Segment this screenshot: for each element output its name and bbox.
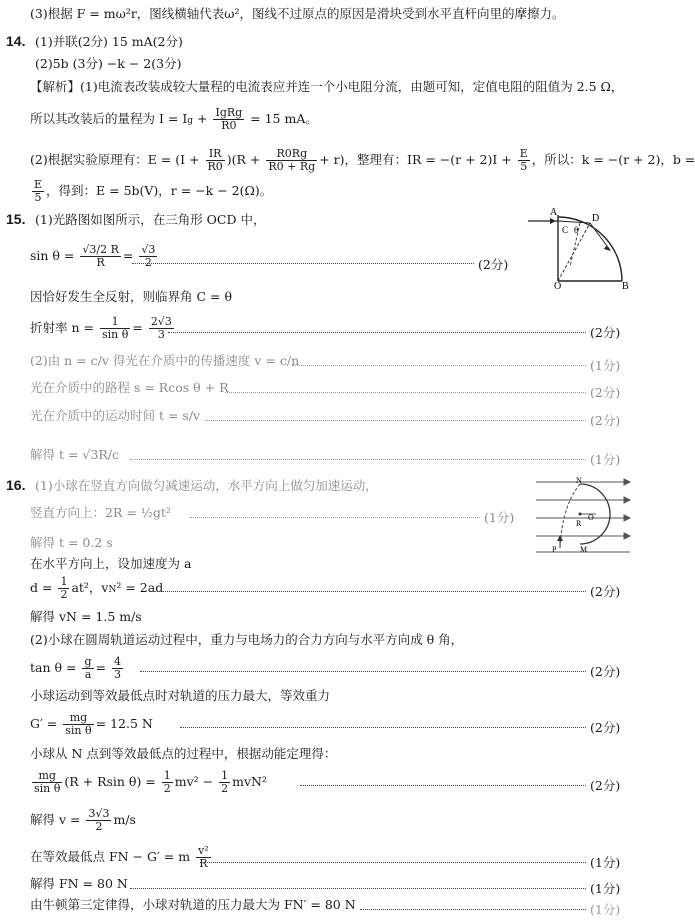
q16-max-pressure: 小球运动到等效最低点时对轨道的压力最大，等效重力 <box>30 688 331 703</box>
dot-leader <box>360 909 586 910</box>
svg-text:A: A <box>550 207 558 218</box>
q15-part1-intro: (1)光路图如图所示，在三角形 OCD 中， <box>35 212 266 227</box>
score-marker: (2分) <box>590 325 621 340</box>
fraction: $\frac{mg}{\text{sin θ}}$ <box>65 711 92 737</box>
fraction: $\frac{g}{a}$ <box>84 655 92 681</box>
svg-text:θ: θ <box>574 225 579 235</box>
fraction: $\frac{3√3}{2}$ <box>88 807 110 833</box>
fraction: $\frac{√3/2 R}{R}$ <box>82 243 119 269</box>
svg-text:R: R <box>576 519 582 528</box>
part3-conclusion: (3)根据 F = mω²r，图线横轴代表ω²，图线不过原点的原因是滑块受到水平直杆向里的摩擦力。 <box>30 6 565 21</box>
dot-leader <box>150 591 586 592</box>
dot-leader <box>130 459 586 460</box>
q14-answer-1: (1)并联(2分) 15 mA(2分) <box>35 34 183 49</box>
ray-arrow-icon <box>550 218 556 224</box>
score-marker: (1分) <box>484 510 515 525</box>
fraction: $\frac{\text{v²}}{R}$ <box>198 844 209 870</box>
fraction: $\frac{1}{\text{sin θ}}$ <box>101 315 129 341</box>
svg-text:C: C <box>562 225 569 235</box>
q16-horizontal: 在水平方向上，设加速度为 a <box>30 556 192 571</box>
fraction: $\frac{1}{2}$ <box>163 769 171 795</box>
q16-time-result: 解得 t = 0.2 s <box>30 535 113 550</box>
q16-lowest-point: 在等效最低点 FN − G′ = m $\frac{\text{v²}}{R}$ <box>30 844 209 870</box>
dot-leader <box>225 392 586 393</box>
q14-analysis-3: (2)根据实验原理有：E = (I + $\frac{IR}{R0}$ )(R + $\frac{R0Rg}{R0 + Rg}$ + r)，整理有：IR = −(r + 2)I + $\frac{E}{5}$ ，所以：k = −(r + 2)，b = <box>30 147 695 173</box>
score-marker: (1分) <box>590 358 621 373</box>
q16-vertical: 竖直方向上：2R = ½gt² <box>30 505 171 520</box>
dot-leader <box>292 365 586 366</box>
q15-critical-angle: 因恰好发生全反射，则临界角 C = θ <box>30 289 232 304</box>
q16-part1-intro: (1)小球在竖直方向做匀减速运动，水平方向上做匀加速运动， <box>35 478 378 493</box>
fraction: $\frac{R0Rg}{R0 + Rg}$ <box>268 147 316 173</box>
svg-text:B: B <box>622 281 629 292</box>
dot-leader <box>300 785 586 786</box>
q16-energy-intro: 小球从 N 点到等效最低点的过程中，根据动能定理得： <box>30 746 337 761</box>
q16-energy-equation: $\frac{mg}{\text{sin θ}}$ (R + Rsin θ) = $\frac{1}{2}$ mv² − $\frac{1}{2}$ mvN² <box>34 769 267 795</box>
dot-leader <box>168 332 586 333</box>
question-16-number: 16. <box>6 477 26 493</box>
q16-third-law: 由牛顿第三定律得，小球对轨道的压力最大为 FN′ = 80 N <box>30 897 356 912</box>
q15-part2-speed: (2)由 n = c/v 得光在介质中的传播速度 v = c/n <box>30 353 300 368</box>
q15-time: 光在介质中的运动时间 t = s/v <box>30 408 201 423</box>
q16-tan-theta: tan θ = $\frac{g}{a}$ = $\frac{4}{3}$ <box>30 655 121 681</box>
dot-leader <box>130 888 586 889</box>
fraction: $\frac{√3}{2}$ <box>141 243 156 269</box>
dot-leader <box>205 420 586 421</box>
score-marker: (1分) <box>590 881 621 896</box>
circular-track-diagram <box>534 476 634 556</box>
fraction: $\frac{mg}{\text{sin θ}}$ <box>34 769 61 795</box>
reflected-ray <box>590 223 610 250</box>
question-15-number: 15. <box>6 211 26 227</box>
fraction: $\frac{1}{2}$ <box>221 769 229 795</box>
q14-analysis-4: $\frac{E}{5}$ ，得到：E = 5b(V)，r = −k − 2(Ω)。 <box>34 178 273 204</box>
q14-analysis-2: 所以其改装后的量程为 I = Ig + $\frac{\text{IgRg}}{R0}$ = 15 mA。 <box>30 106 318 132</box>
ray-to-d <box>558 221 590 223</box>
q16-part2-intro: (2)小球在圆周轨道运动过程中，重力与电场力的合力方向与水平方向成 θ 角， <box>30 632 464 647</box>
fraction: $\frac{E}{5}$ <box>519 147 528 173</box>
q16-kinematics: d = $\frac{1}{2}$ at²，vN² = 2ad <box>30 575 164 601</box>
q14-analysis-1: 【解析】(1)电流表改装成较大量程的电流表应并连一个小电阻分流，由题可知，定值电阻的阻值为 2.5 Ω， <box>30 79 624 94</box>
score-marker: (2分) <box>590 664 621 679</box>
score-marker: (2分) <box>590 584 621 599</box>
question-14-number: 14. <box>6 33 26 49</box>
fraction: $\frac{IR}{R0}$ <box>207 147 223 173</box>
text: 所以其改装后的量程为 I = I <box>30 111 188 126</box>
score-marker: (1分) <box>590 902 621 917</box>
fraction: $\frac{E}{5}$ <box>34 178 43 204</box>
q15-result: 解得 t = √3R/c <box>30 447 119 462</box>
score-marker: (2分) <box>590 385 621 400</box>
fraction: $\frac{4}{3}$ <box>113 655 121 681</box>
q16-velocity-result: 解得 vN = 1.5 m/s <box>30 609 142 624</box>
fraction: $\frac{1}{2}$ <box>60 575 68 601</box>
score-marker: (2分) <box>478 257 509 272</box>
fraction: $\frac{\text{IgRg}}{R0}$ <box>215 106 243 132</box>
optics-diagram <box>520 205 630 290</box>
svg-text:O: O <box>554 281 562 292</box>
dot-leader <box>190 517 480 518</box>
field-lines <box>536 479 630 552</box>
q15-path-length: 光在介质中的路程 s = Rcos θ + R <box>30 380 229 395</box>
score-marker: (2分) <box>590 778 621 793</box>
score-marker: (1分) <box>590 855 621 870</box>
score-marker: (2分) <box>590 413 621 428</box>
score-marker: (1分) <box>590 452 621 467</box>
q15-refractive-index: 折射率 n = $\frac{1}{\text{sin θ}}$ = $\frac{2√3}{3}$ <box>30 315 172 341</box>
trajectory <box>560 484 580 548</box>
q14-answer-2: (2)5b (3分) −k − 2(3分) <box>35 56 182 71</box>
q16-normal-force: 解得 FN = 80 N <box>30 876 128 891</box>
dot-leader <box>180 727 586 728</box>
svg-text:M: M <box>580 545 588 554</box>
q16-speed-result: 解得 v = $\frac{3√3}{2}$ m/s <box>30 807 136 833</box>
q16-equivalent-gravity: G′ = $\frac{mg}{\text{sin θ}}$ = 12.5 N <box>30 711 153 737</box>
score-marker: (2分) <box>590 720 621 735</box>
q15-sin-theta: sin θ = $\frac{√3/2 R}{R}$ = $\frac{√3}{2}$ <box>30 243 156 269</box>
fraction: $\frac{2√3}{3}$ <box>150 315 172 341</box>
svg-text:N: N <box>576 476 582 485</box>
dot-leader <box>140 671 586 672</box>
dot-leader <box>132 263 474 264</box>
dot-leader <box>200 862 586 863</box>
svg-text:D: D <box>592 213 600 224</box>
svg-text:P: P <box>552 545 557 554</box>
svg-text:O: O <box>588 513 594 522</box>
